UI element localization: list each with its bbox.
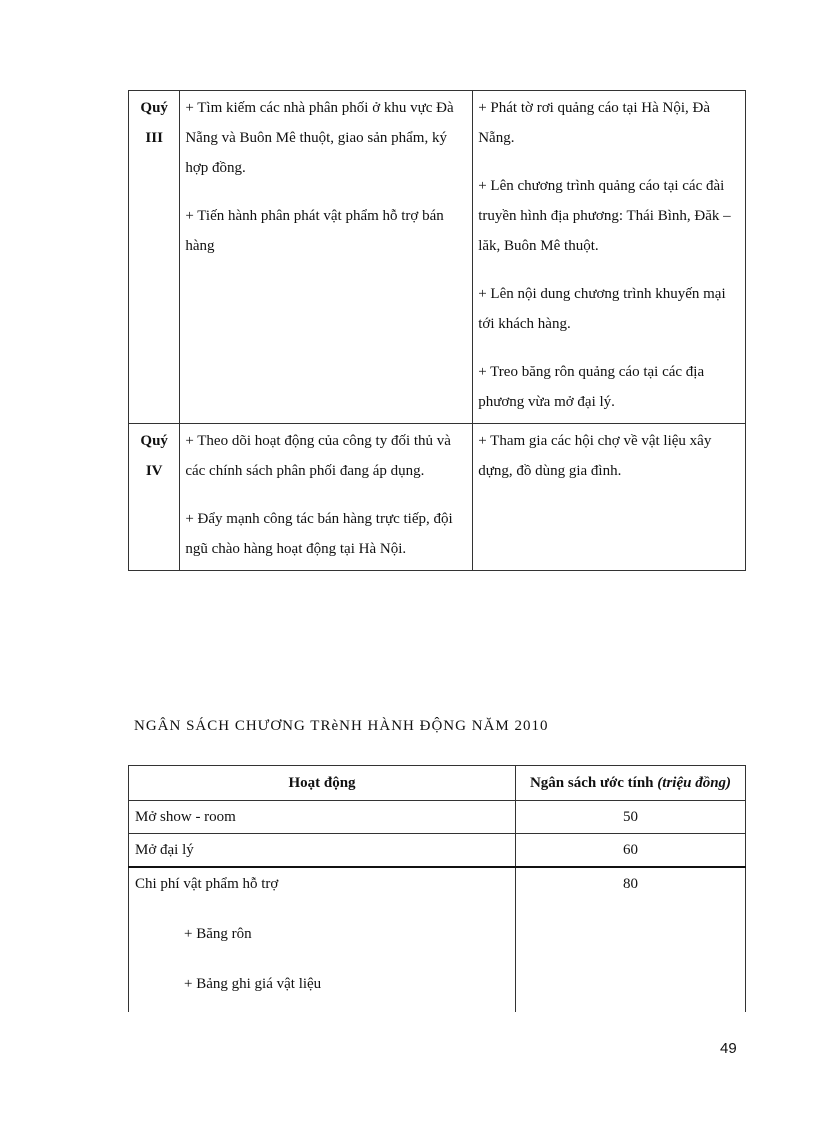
promotion-item: + Treo băng rôn quảng cáo tại các địa phương vừa mở đại lý. (478, 364, 705, 410)
activity-cell (129, 867, 516, 1012)
quarter-cell (129, 424, 180, 571)
quarter-plan-table (128, 90, 746, 571)
budget-table (128, 765, 746, 1012)
quarter-number: IV (145, 463, 163, 479)
promotion-item: + Lên chương trình quảng cáo tại các đài truyền hình địa phương: Thái Bình, Đăk –lăk, Buôn Mê thuột. (478, 178, 731, 254)
activity-label: Chi phí vật phẩm hỗ trợ (135, 876, 279, 892)
table-row (129, 424, 746, 571)
table-row (129, 91, 746, 424)
distribution-item: + Theo dõi hoạt động của công ty đối thủ và các chính sách phân phối đang áp dụng. (185, 433, 451, 479)
quarter-cell (129, 91, 180, 424)
budget-value: 60 (516, 834, 746, 868)
table-row (129, 801, 746, 834)
table-row (129, 867, 746, 1012)
budget-value: 50 (516, 801, 746, 834)
activity-sub-item: + Băng rôn (184, 926, 252, 942)
activity-cell: Mở show - room (129, 801, 516, 834)
quarter-label: Quý (140, 433, 168, 449)
header-activity: Hoạt động (129, 766, 516, 801)
budget-heading: NGÂN SÁCH CHƯƠNG TRèNH HÀNH ĐỘNG NĂM 2010 (134, 718, 549, 734)
table-row (129, 834, 746, 868)
page-number: 49 (720, 1040, 737, 1057)
activity-cell: Mở đại lý (129, 834, 516, 868)
promotion-item: + Phát tờ rơi quảng cáo tại Hà Nội, Đà Nẵng. (478, 100, 710, 146)
promotion-cell (473, 91, 746, 424)
promotion-item: + Tham gia các hội chợ về vật liệu xây dựng, đồ dùng gia đình. (478, 433, 712, 479)
quarter-label: Quý (140, 100, 168, 116)
header-budget-label: Ngân sách ước tính (529, 775, 658, 791)
distribution-item: + Đẩy mạnh công tác bán hàng trực tiếp, đội ngũ chào hàng hoạt động tại Hà Nội. (185, 511, 453, 557)
activity-sub-item: + Bảng ghi giá vật liệu (184, 976, 322, 992)
distribution-cell (180, 424, 473, 571)
promotion-cell (473, 424, 746, 571)
budget-value: 80 (516, 867, 746, 1012)
header-budget (516, 766, 746, 801)
promotion-item: + Lên nội dung chương trình khuyến mại tới khách hàng. (478, 286, 726, 332)
quarter-number: III (145, 130, 163, 146)
distribution-cell (180, 91, 473, 424)
header-budget-unit: (triệu đồng) (657, 775, 732, 791)
table-header-row (129, 766, 746, 801)
distribution-item: + Tiến hành phân phát vật phẩm hỗ trợ bán hàng (185, 208, 444, 254)
distribution-item: + Tìm kiếm các nhà phân phối ở khu vực Đà Nẵng và Buôn Mê thuột, giao sản phẩm, ký hợp đồng. (185, 100, 454, 176)
